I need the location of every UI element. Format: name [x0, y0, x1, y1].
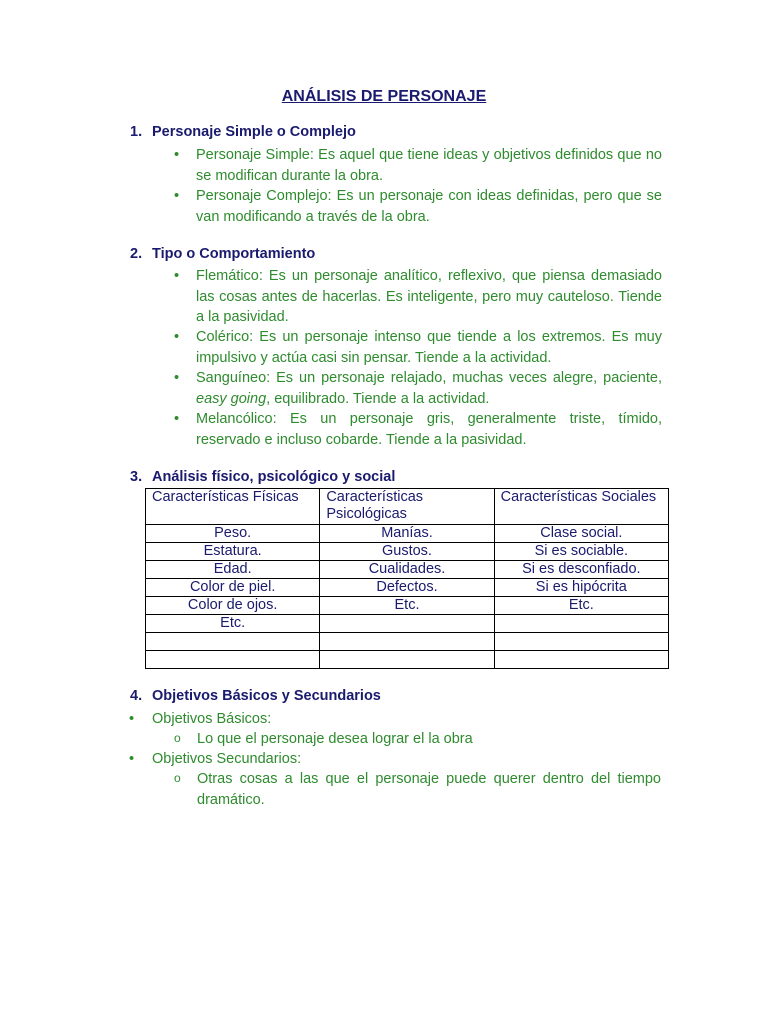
list-item: • Personaje Simple: Es aquel que tiene ideas y objetivos definidos que no se modifican durante la obra.: [196, 145, 662, 186]
section-number: 4.: [130, 688, 143, 704]
table-cell: Defectos.: [320, 579, 494, 597]
section-heading-3: [130, 469, 395, 485]
table-cell: Si es desconfiado.: [494, 561, 668, 579]
table-cell: Color de ojos.: [146, 597, 320, 615]
table-cell: [146, 651, 320, 669]
section-heading-4: [130, 688, 381, 704]
section-heading-text: Objetivos Básicos y Secundarios: [152, 688, 381, 704]
section-number: 2.: [130, 246, 143, 262]
list-item: [196, 368, 662, 409]
sub-list-item: o Lo que el personaje desea lograr el la obra: [197, 729, 661, 750]
table-cell: Cualidades.: [320, 561, 494, 579]
list-item: • Objetivos Secundarios:: [152, 749, 301, 770]
table-cell: Edad.: [146, 561, 320, 579]
section-heading-text: Tipo o Comportamiento: [152, 246, 316, 262]
table-cell: [320, 615, 494, 633]
table-header-cell: Características Físicas: [146, 489, 320, 525]
list-item: • Colérico: Es un personaje intenso que tiende a los extremos. Es muy impulsivo y actúa casi sin pensar. Tiende a la actividad.: [196, 327, 662, 368]
table-row: [146, 525, 669, 543]
table-cell: Si es sociable.: [494, 543, 668, 561]
table-row: [146, 597, 669, 615]
list-item: • Flemático: Es un personaje analítico, reflexivo, que piensa demasiado las cosas antes de hacerlas. Es inteligente, pero muy cauteloso. Tiende a la pasividad.: [196, 266, 662, 328]
table-cell: [320, 633, 494, 651]
sub-list-item: o Otras cosas a las que el personaje puede querer dentro del tiempo dramático.: [197, 769, 661, 810]
table-cell: [494, 615, 668, 633]
list-item: • Objetivos Básicos:: [152, 709, 271, 730]
table-row: [146, 561, 669, 579]
table-cell: Gustos.: [320, 543, 494, 561]
section-number: 1.: [130, 124, 143, 140]
list-item: • Personaje Complejo: Es un personaje con ideas definidas, pero que se van modificando a través de la obra.: [196, 186, 662, 227]
table-row: [146, 633, 669, 651]
table-cell: [146, 633, 320, 651]
table-cell: Clase social.: [494, 525, 668, 543]
table-cell: Etc.: [320, 597, 494, 615]
section-number: 3.: [130, 469, 143, 485]
list-item: • Melancólico: Es un personaje gris, generalmente triste, tímido, reservado e incluso cobarde. Tiende a la pasividad.: [196, 409, 662, 450]
list-item-text: Sanguíneo: Es un personaje relajado, muchas veces alegre, paciente,: [196, 370, 662, 386]
section-heading-2: [130, 246, 315, 262]
table-row: [146, 543, 669, 561]
table-cell: Si es hipócrita: [494, 579, 668, 597]
table-cell: Manías.: [320, 525, 494, 543]
table-cell: [320, 651, 494, 669]
characteristics-table: [145, 488, 669, 669]
page-title: ANÁLISIS DE PERSONAJE: [281, 88, 487, 105]
table-header-row: [146, 489, 669, 525]
table-cell: [494, 633, 668, 651]
table-header-cell: Características Sociales: [494, 489, 668, 525]
section-heading-text: Personaje Simple o Complejo: [152, 124, 356, 140]
table-header-cell: Características Psicológicas: [320, 489, 494, 525]
table-cell: Etc.: [494, 597, 668, 615]
table-cell: [494, 651, 668, 669]
table-row: [146, 615, 669, 633]
list-item-text: , equilibrado. Tiende a la actividad.: [266, 390, 490, 407]
list-item-emphasis: easy going: [196, 390, 267, 407]
section-heading-1: [130, 124, 356, 140]
table-cell: Color de piel.: [146, 579, 320, 597]
section-heading-text: Análisis físico, psicológico y social: [152, 469, 396, 485]
table-cell: Peso.: [146, 525, 320, 543]
table-row: [146, 651, 669, 669]
table-row: [146, 579, 669, 597]
table-cell: Etc.: [146, 615, 320, 633]
table-cell: Estatura.: [146, 543, 320, 561]
